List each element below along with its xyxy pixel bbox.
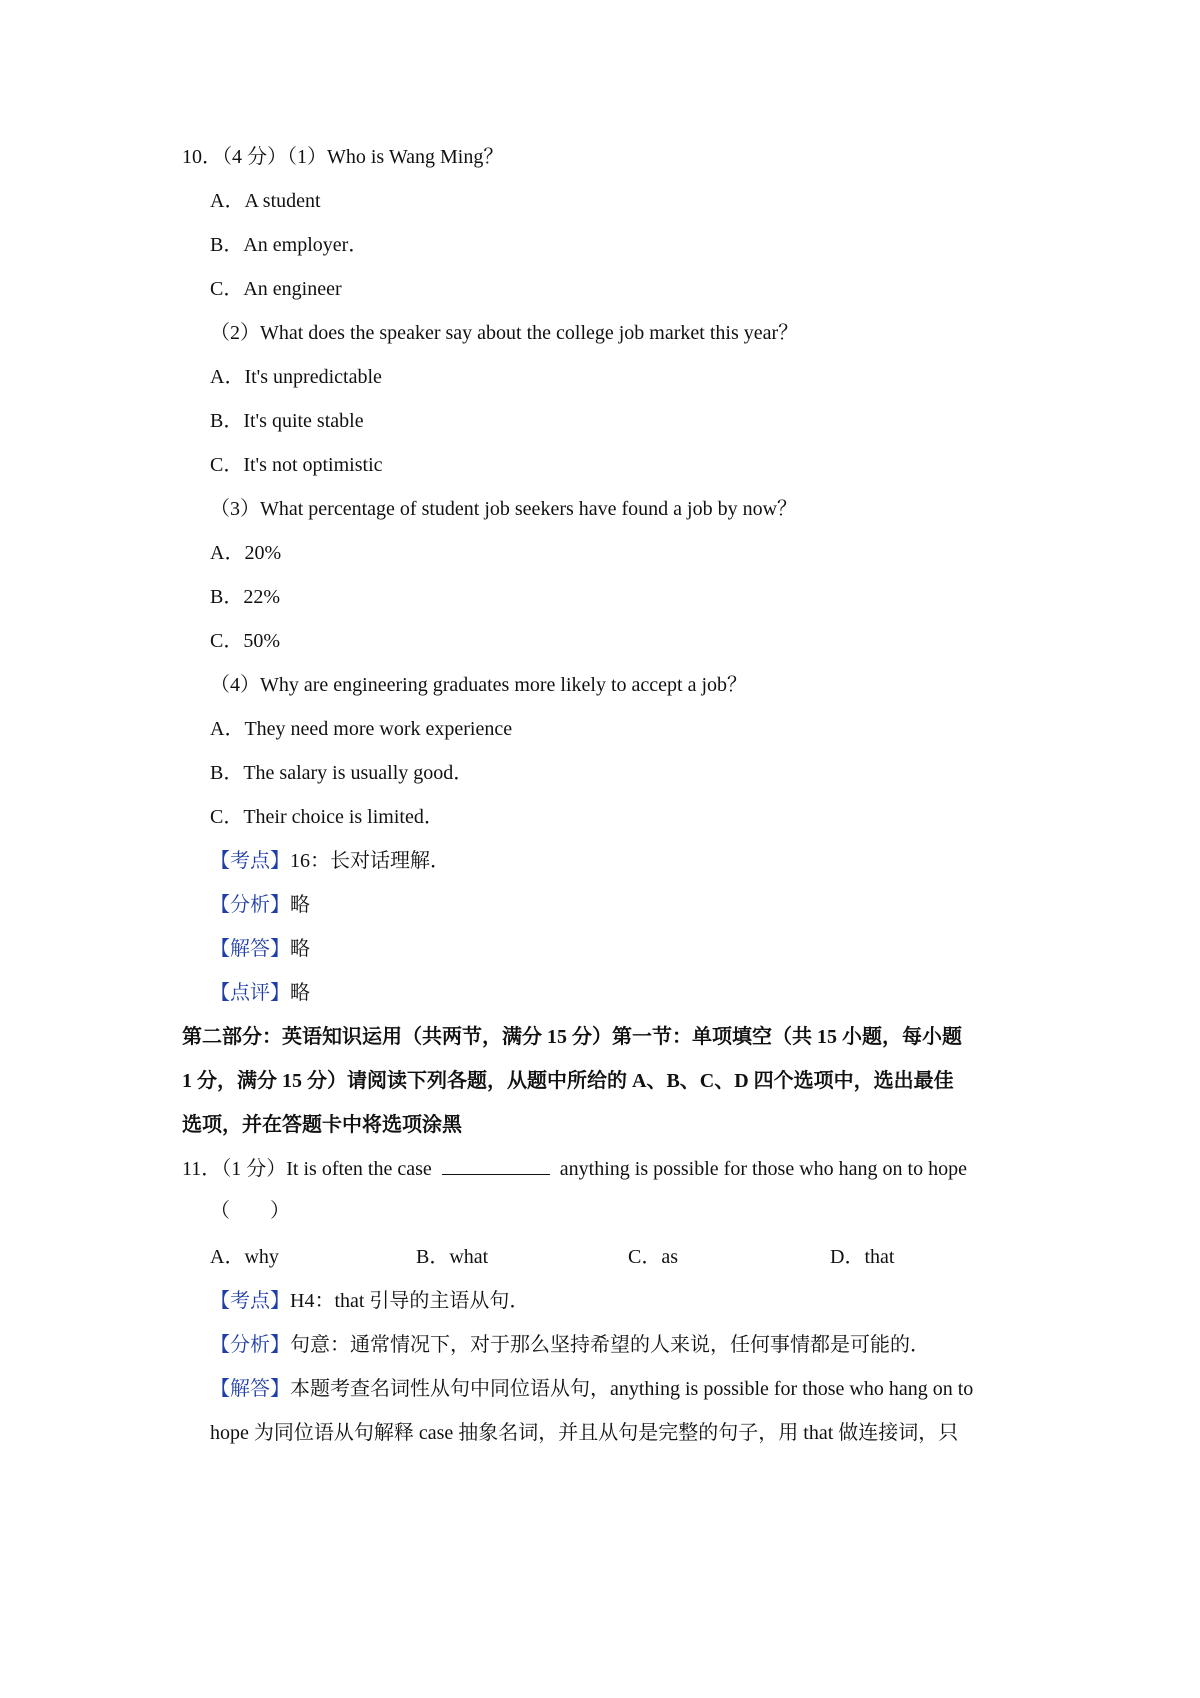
q10-p2-option-b: B．It's quite stable [210,410,364,432]
q10-p4-option-c: C．Their choice is limited． [210,806,444,828]
q11-option-c: C．as [628,1246,678,1268]
q11-option-a: A．why [210,1246,279,1268]
q11-stem-before: 11．（1 分）It is often the case [182,1158,432,1180]
q10-p3-option-c: C．50% [210,630,280,652]
q11-jieda-continued: hope 为同位语从句解释 case 抽象名词，并且从句是完整的句子，用 that 做连接词，只 [210,1422,959,1444]
q10-p1-option-c: C．An engineer [210,278,342,300]
q11-jieda [210,1376,973,1402]
fenxi-text: 略 [290,894,310,916]
q10-p2-question: （2）What does the speaker say about the college job market this year？ [210,322,799,344]
q11-option-d: D．that [830,1246,895,1268]
fenxi-tag: 【分析】 [210,894,290,916]
dianping-tag: 【点评】 [210,982,290,1004]
q10-kaodian [210,848,450,874]
section2-line3: 选项，并在答题卡中将选项涂黑 [182,1114,462,1136]
q10-p3-option-b: B．22% [210,586,280,608]
q10-p3-option-a: A．20% [210,542,282,564]
q10-p1-option-b: B．An employer． [210,234,369,256]
q11-kaodian [210,1288,529,1314]
kaodian-text: 16：长对话理解． [290,850,450,872]
section2-line1: 第二部分：英语知识运用（共两节，满分 15 分）第一节：单项填空（共 15 小题，每小题 [182,1026,962,1048]
fenxi-tag: 【分析】 [210,1334,290,1356]
fenxi-text: 句意：通常情况下，对于那么坚持希望的人来说，任何事情都是可能的． [290,1334,930,1356]
jieda-tag: 【解答】 [210,938,290,960]
q10-dianping [210,980,310,1006]
q10-p4-question: （4）Why are engineering graduates more likely to accept a job？ [210,674,748,696]
q11-fenxi [210,1332,930,1358]
q10-p3-question: （3）What percentage of student job seekers have found a job by now？ [210,498,798,520]
q10-jieda [210,936,310,962]
jieda-tag: 【解答】 [210,1378,290,1400]
q10-p1-option-a: A．A student [210,190,321,212]
q11-answer-blank [442,1156,550,1175]
section2-line2: 1 分，满分 15 分）请阅读下列各题，从题中所给的 A、B、C、D 四个选项中，选出最佳 [182,1070,954,1092]
q10-header: 10．（4 分）（1）Who is Wang Ming？ [182,146,504,168]
q11-option-b: B．what [416,1246,489,1268]
dianping-text: 略 [290,982,310,1004]
q10-p2-option-c: C．It's not optimistic [210,454,383,476]
q10-p2-option-a: A．It's unpredictable [210,366,382,388]
q10-p4-option-a: A．They need more work experience [210,718,513,740]
kaodian-text: H4：that 引导的主语从句． [290,1290,530,1312]
q10-fenxi [210,892,310,918]
q11-stem-after: anything is possible for those who hang on to hope [559,1158,967,1180]
kaodian-tag: 【考点】 [210,1290,290,1312]
q10-p4-option-b: B．The salary is usually good． [210,762,474,784]
kaodian-tag: 【考点】 [210,850,290,872]
jieda-text: 略 [290,938,310,960]
q11-stem [182,1156,967,1182]
jieda-text-1: 本题考查名词性从句中同位语从句，anything is possible for those who hang on to [290,1378,974,1400]
q11-paren: （ ） [210,1200,290,1222]
